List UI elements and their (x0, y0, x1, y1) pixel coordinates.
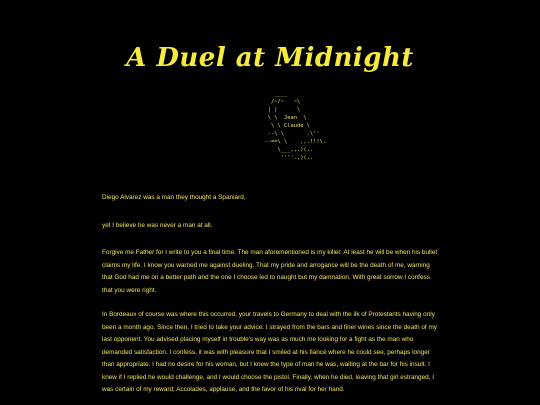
ascii-art-illustration: ____ /~/~ ~\ | | \ \ \ Jean \ \ \ Claude \ --\ \ .\'' --==\ \ ,,.!!!\. \___,,.)(,. ''''.,)(,. (264, 91, 327, 161)
story-paragraph-3: Forgive me Father for I write to you a final time. The man aforementioned is my killer. At least he will be when his bullet claims my life. I know you warned me against dueling. That my pride and arrogance will be the death of me, warning that God had me on a better path and the one I choose led to naught but my damnation. With great sorrow I confess that you were right. (102, 249, 438, 294)
page-title: A Duel at Midnight (126, 43, 414, 74)
story-paragraph-1: Diego Alvarez was a man they thought a Spaniard, (102, 194, 246, 201)
story-paragraph-4: In Bordeaux of course was where this occurred, your travels to Germany to deal with the ilk of Protestants having only been a month ago. Since then, I tried to take your advice. I strayed from the bars and finer wines since the death of my last opponent. You advised placing myself in trouble's way was as much me looking for a fight as the man who demanded satisfaction. I confess, it was with pleasure that I smiled at his fiancé where he could see, perhaps longer than appropriate. I had no desire for his woman, but I knew the type of man he was, waiting at the bar for his insult. I knew if I replied he would challenge, and I would choose the pistol. Finally, when he died, leaving that girl estranged, I was certain of my reward; Accolades, applause, and the favor of his rival for her hand. (102, 311, 437, 393)
story-paragraph-2: yet I believe he was never a man at all. (102, 222, 213, 229)
